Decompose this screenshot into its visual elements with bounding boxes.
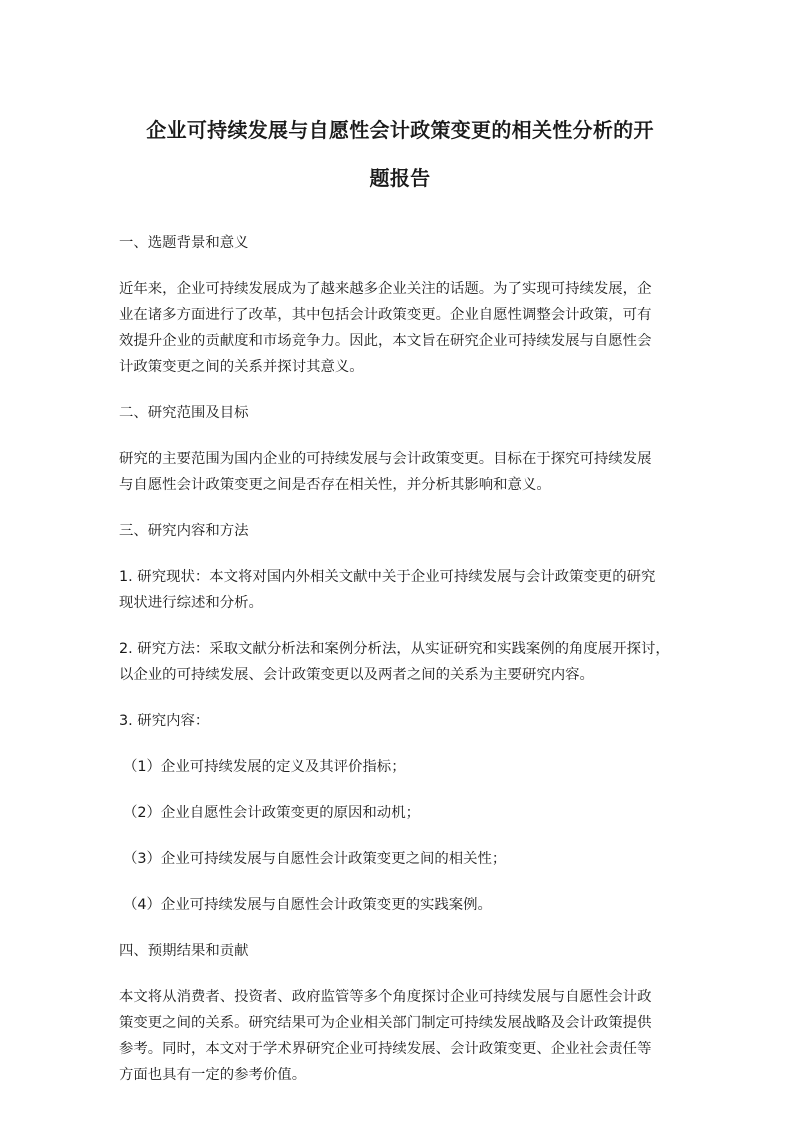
paragraph-line: 与自愿性会计政策变更之间是否存在相关性，并分析其影响和意义。 (119, 477, 551, 493)
paragraph-line: 效提升企业的贡献度和市场竞争力。因此，本文旨在研究企业可持续发展与自愿性会 (119, 333, 652, 349)
section-heading-expected-results: 四、预期结果和贡献 (119, 943, 249, 959)
section-heading-methods: 三、研究内容和方法 (119, 523, 249, 539)
section-paragraph-scope (119, 446, 681, 498)
paragraph-line: 业在诸多方面进行了改革，其中包括会计政策变更。企业自愿性调整会计政策，可有 (119, 307, 652, 323)
paragraph-line: 近年来，企业可持续发展成为了越来越多企业关注的话题。为了实现可持续发展，企 (119, 281, 652, 297)
paragraph-line: 本文将从消费者、投资者、政府监管等多个角度探讨企业可持续发展与自愿性会计政 (119, 989, 652, 1005)
title-line-1: 企业可持续发展与自愿性会计政策变更的相关性分析的开 (146, 118, 654, 142)
methods-item-2 (119, 636, 681, 688)
methods-item-3 (119, 708, 681, 734)
paragraph-line: 计政策变更之间的关系并探讨其意义。 (119, 359, 364, 375)
section-heading-scope: 二、研究范围及目标 (119, 405, 249, 421)
paragraph-line: 1. 研究现状：本文将对国内外相关文献中关于企业可持续发展与会计政策变更的研究 (119, 569, 656, 585)
methods-item-1 (119, 564, 681, 616)
research-content-item-1: （1）企业可持续发展的定义及其评价指标； (123, 759, 406, 775)
research-content-item-3: （3）企业可持续发展与自愿性会计政策变更之间的相关性； (123, 851, 507, 867)
paragraph-line: 参考。同时，本文对于学术界研究企业可持续发展、会计政策变更、企业社会责任等 (119, 1041, 652, 1057)
paragraph-line: 2. 研究方法：采取文献分析法和案例分析法，从实证研究和实践案例的角度展开探讨， (119, 641, 670, 657)
research-content-item-4: （4）企业可持续发展与自愿性会计政策变更的实践案例。 (123, 897, 492, 913)
section-paragraph-expected-results (119, 984, 681, 1088)
section-paragraph-background (119, 276, 681, 380)
paragraph-line: 以企业的可持续发展、会计政策变更以及两者之间的关系为主要研究内容。 (119, 667, 594, 683)
paragraph-line: 研究的主要范围为国内企业的可持续发展与会计政策变更。目标在于探究可持续发展 (119, 451, 652, 467)
research-content-item-2: （2）企业自愿性会计政策变更的原因和动机； (123, 805, 420, 821)
section-heading-background: 一、选题背景和意义 (119, 235, 249, 251)
paragraph-line: 3. 研究内容： (119, 713, 210, 729)
title-line-2: 题报告 (369, 166, 431, 190)
paragraph-line: 策变更之间的关系。研究结果可为企业相关部门制定可持续发展战略及会计政策提供 (119, 1015, 652, 1031)
document-body (119, 230, 681, 1108)
document-title (100, 106, 700, 202)
paragraph-line: 现状进行综述和分析。 (119, 595, 263, 611)
paragraph-line: 方面也具有一定的参考价值。 (119, 1067, 307, 1083)
